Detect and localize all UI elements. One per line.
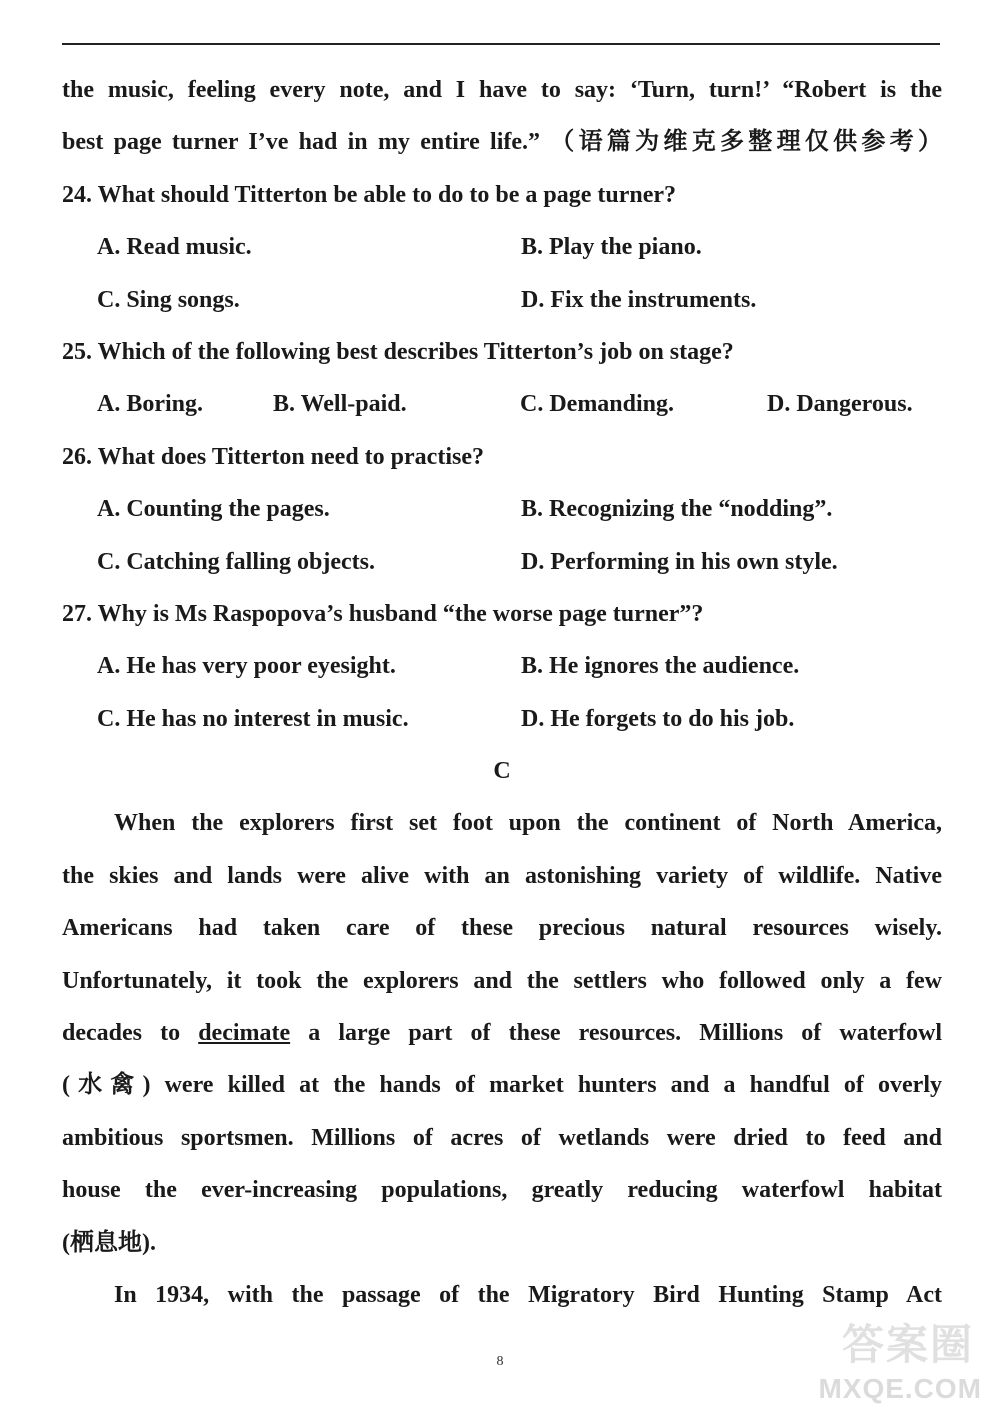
option-26-b: B. Recognizing the “nodding”.: [521, 496, 833, 523]
passage-text: decades to: [62, 1020, 199, 1047]
passage-line: (栖息地).: [62, 1229, 156, 1256]
passage-line: Americans had taken care of these precious natural resources wisely.: [62, 915, 942, 942]
passage-line: Unfortunately, it took the explorers and the settlers who followed only a few: [62, 967, 942, 994]
passage-line: the skies and lands were alive with an astonishing variety of wildlife. Native: [62, 862, 942, 889]
page-content: [62, 64, 942, 1321]
question-26-options-row1: [62, 483, 942, 535]
option-24-b: B. Play the piano.: [521, 234, 702, 261]
section-heading: C: [493, 758, 511, 785]
option-27-b: B. He ignores the audience.: [521, 653, 800, 680]
option-25-c: C. Demanding.: [520, 391, 675, 418]
option-24-c: C. Sing songs.: [97, 286, 240, 313]
option-25-b: B. Well-paid.: [273, 391, 407, 418]
passage-line: In 1934, with the passage of the Migratory Bird Hunting Stamp Act: [114, 1281, 942, 1308]
question-27-options-row1: [62, 640, 942, 692]
question-24-options-row2: [62, 274, 942, 326]
question-25-options: [62, 378, 942, 430]
option-27-d: D. He forgets to do his job.: [521, 705, 795, 732]
option-26-d: D. Performing in his own style.: [521, 548, 838, 575]
option-26-c: C. Catching falling objects.: [97, 548, 375, 575]
passage-line: best page turner I’ve had in my entire life.” （语篇为维克多整理仅供参考）: [62, 129, 942, 156]
option-26-a: A. Counting the pages.: [97, 496, 330, 523]
watermark-logo: 答案圈: [841, 1320, 974, 1369]
question-27-options-row2: [62, 693, 942, 745]
question-27-stem: 27. Why is Ms Raspopova’s husband “the worse page turner”?: [62, 600, 704, 627]
option-27-a: A. He has very poor eyesight.: [97, 653, 396, 680]
option-27-c: C. He has no interest in music.: [97, 705, 409, 732]
passage-text: a large part of these resources. Millions of waterfowl: [308, 1020, 943, 1047]
option-25-a: A. Boring.: [97, 391, 204, 418]
question-24-stem: 24. What should Titterton be able to do to be a page turner?: [62, 181, 677, 208]
question-26-options-row2: [62, 536, 942, 588]
passage-line: When the explorers first set foot upon the continent of North America,: [114, 810, 942, 837]
page-number: 8: [496, 1354, 504, 1369]
question-26-stem: 26. What does Titterton need to practise?: [62, 443, 484, 470]
option-24-a: A. Read music.: [97, 234, 252, 261]
watermark: [737, 1312, 982, 1407]
option-25-d: D. Dangerous.: [767, 391, 913, 418]
passage-line: ambitious sportsmen. Millions of acres of wetlands were dried to feed and: [62, 1124, 942, 1151]
watermark-site: MXQE.COM: [818, 1373, 982, 1404]
passage-line: the music, feeling every note, and I have to say: ‘Turn, turn!’ “Robert is the: [62, 77, 942, 103]
option-24-d: D. Fix the instruments.: [521, 286, 757, 313]
passage-line-with-underlined-word: [62, 1007, 942, 1059]
question-24-options-row1: [62, 221, 942, 273]
top-rule: [62, 43, 940, 45]
passage-line: (水禽) were killed at the hands of market hunters and a handful of overly: [62, 1072, 942, 1099]
underlined-word: decimate: [198, 1020, 291, 1047]
question-25-stem: 25. Which of the following best describes Titterton’s job on stage?: [62, 338, 734, 365]
passage-line: house the ever-increasing populations, greatly reducing waterfowl habitat: [62, 1177, 942, 1204]
